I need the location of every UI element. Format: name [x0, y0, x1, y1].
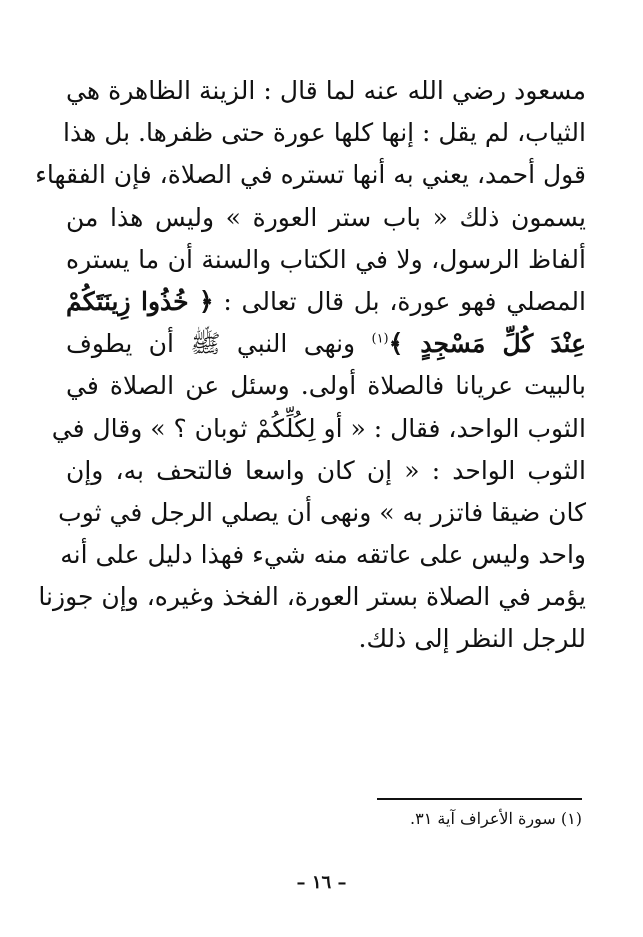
- text-line-11: كان ضيقا فاتزر به » ونهى أن يصلي الرجل في ثوب: [58, 497, 586, 527]
- footnote-separator: [377, 798, 582, 800]
- text-line-12: واحد وليس على عاتقه منه شيء فهذا دليل على أنه: [60, 540, 586, 570]
- text-line-5: ألفاظ الرسول، ولا في الكتاب والسنة أن ما يستره: [66, 244, 586, 274]
- footnote: (١) سورة الأعراف آية ٣١.: [410, 809, 582, 828]
- text-line-14: للرجل النظر إلى ذلك.: [358, 624, 586, 654]
- text-line-6: [66, 281, 586, 323]
- text-line-7: [66, 323, 586, 365]
- quran-verse-start: ﴿ خُذُوا زِينَتَكُمْ: [66, 286, 214, 316]
- text-line-9: الثوب الواحد، فقال : « أو لِكُلِّكُمْ ثوبان ؟ » وقال في: [51, 413, 586, 443]
- footnote-reference[interactable]: (١): [371, 331, 389, 347]
- text-line-6-prose: المصلي فهو عورة، بل قال تعالى :: [223, 286, 586, 316]
- text-line-10: الثوب الواحد : « إن كان واسعا فالتحف به، وإن: [66, 455, 586, 485]
- text-line-1: مسعود رضي الله عنه لما قال : الزينة الظاهرة هي: [66, 76, 586, 105]
- body-text: [35, 70, 586, 661]
- text-line-4: يسمون ذلك « باب ستر العورة » وليس هذا من: [66, 202, 586, 232]
- quran-verse-end: عِنْدَ كُلِّ مَسْجِدٍ ﴾: [388, 329, 586, 359]
- text-line-7-prose: ونهى النبي ﷺ أن يطوف: [66, 329, 356, 359]
- page-number: – ١٦ –: [296, 872, 347, 893]
- text-line-8: بالبيت عريانا فالصلاة أولى. وسئل عن الصلاة في: [66, 371, 586, 401]
- text-line-3: قول أحمد، يعني به أنها تستره في الصلاة، فإن الفقهاء: [35, 160, 586, 190]
- text-line-13: يؤمر في الصلاة بستر العورة، الفخذ وغيره، وإن جوزنا: [38, 582, 586, 612]
- text-line-2: الثياب، لم يقل : إنها كلها عورة حتى ظفرها. بل هذا: [63, 118, 586, 148]
